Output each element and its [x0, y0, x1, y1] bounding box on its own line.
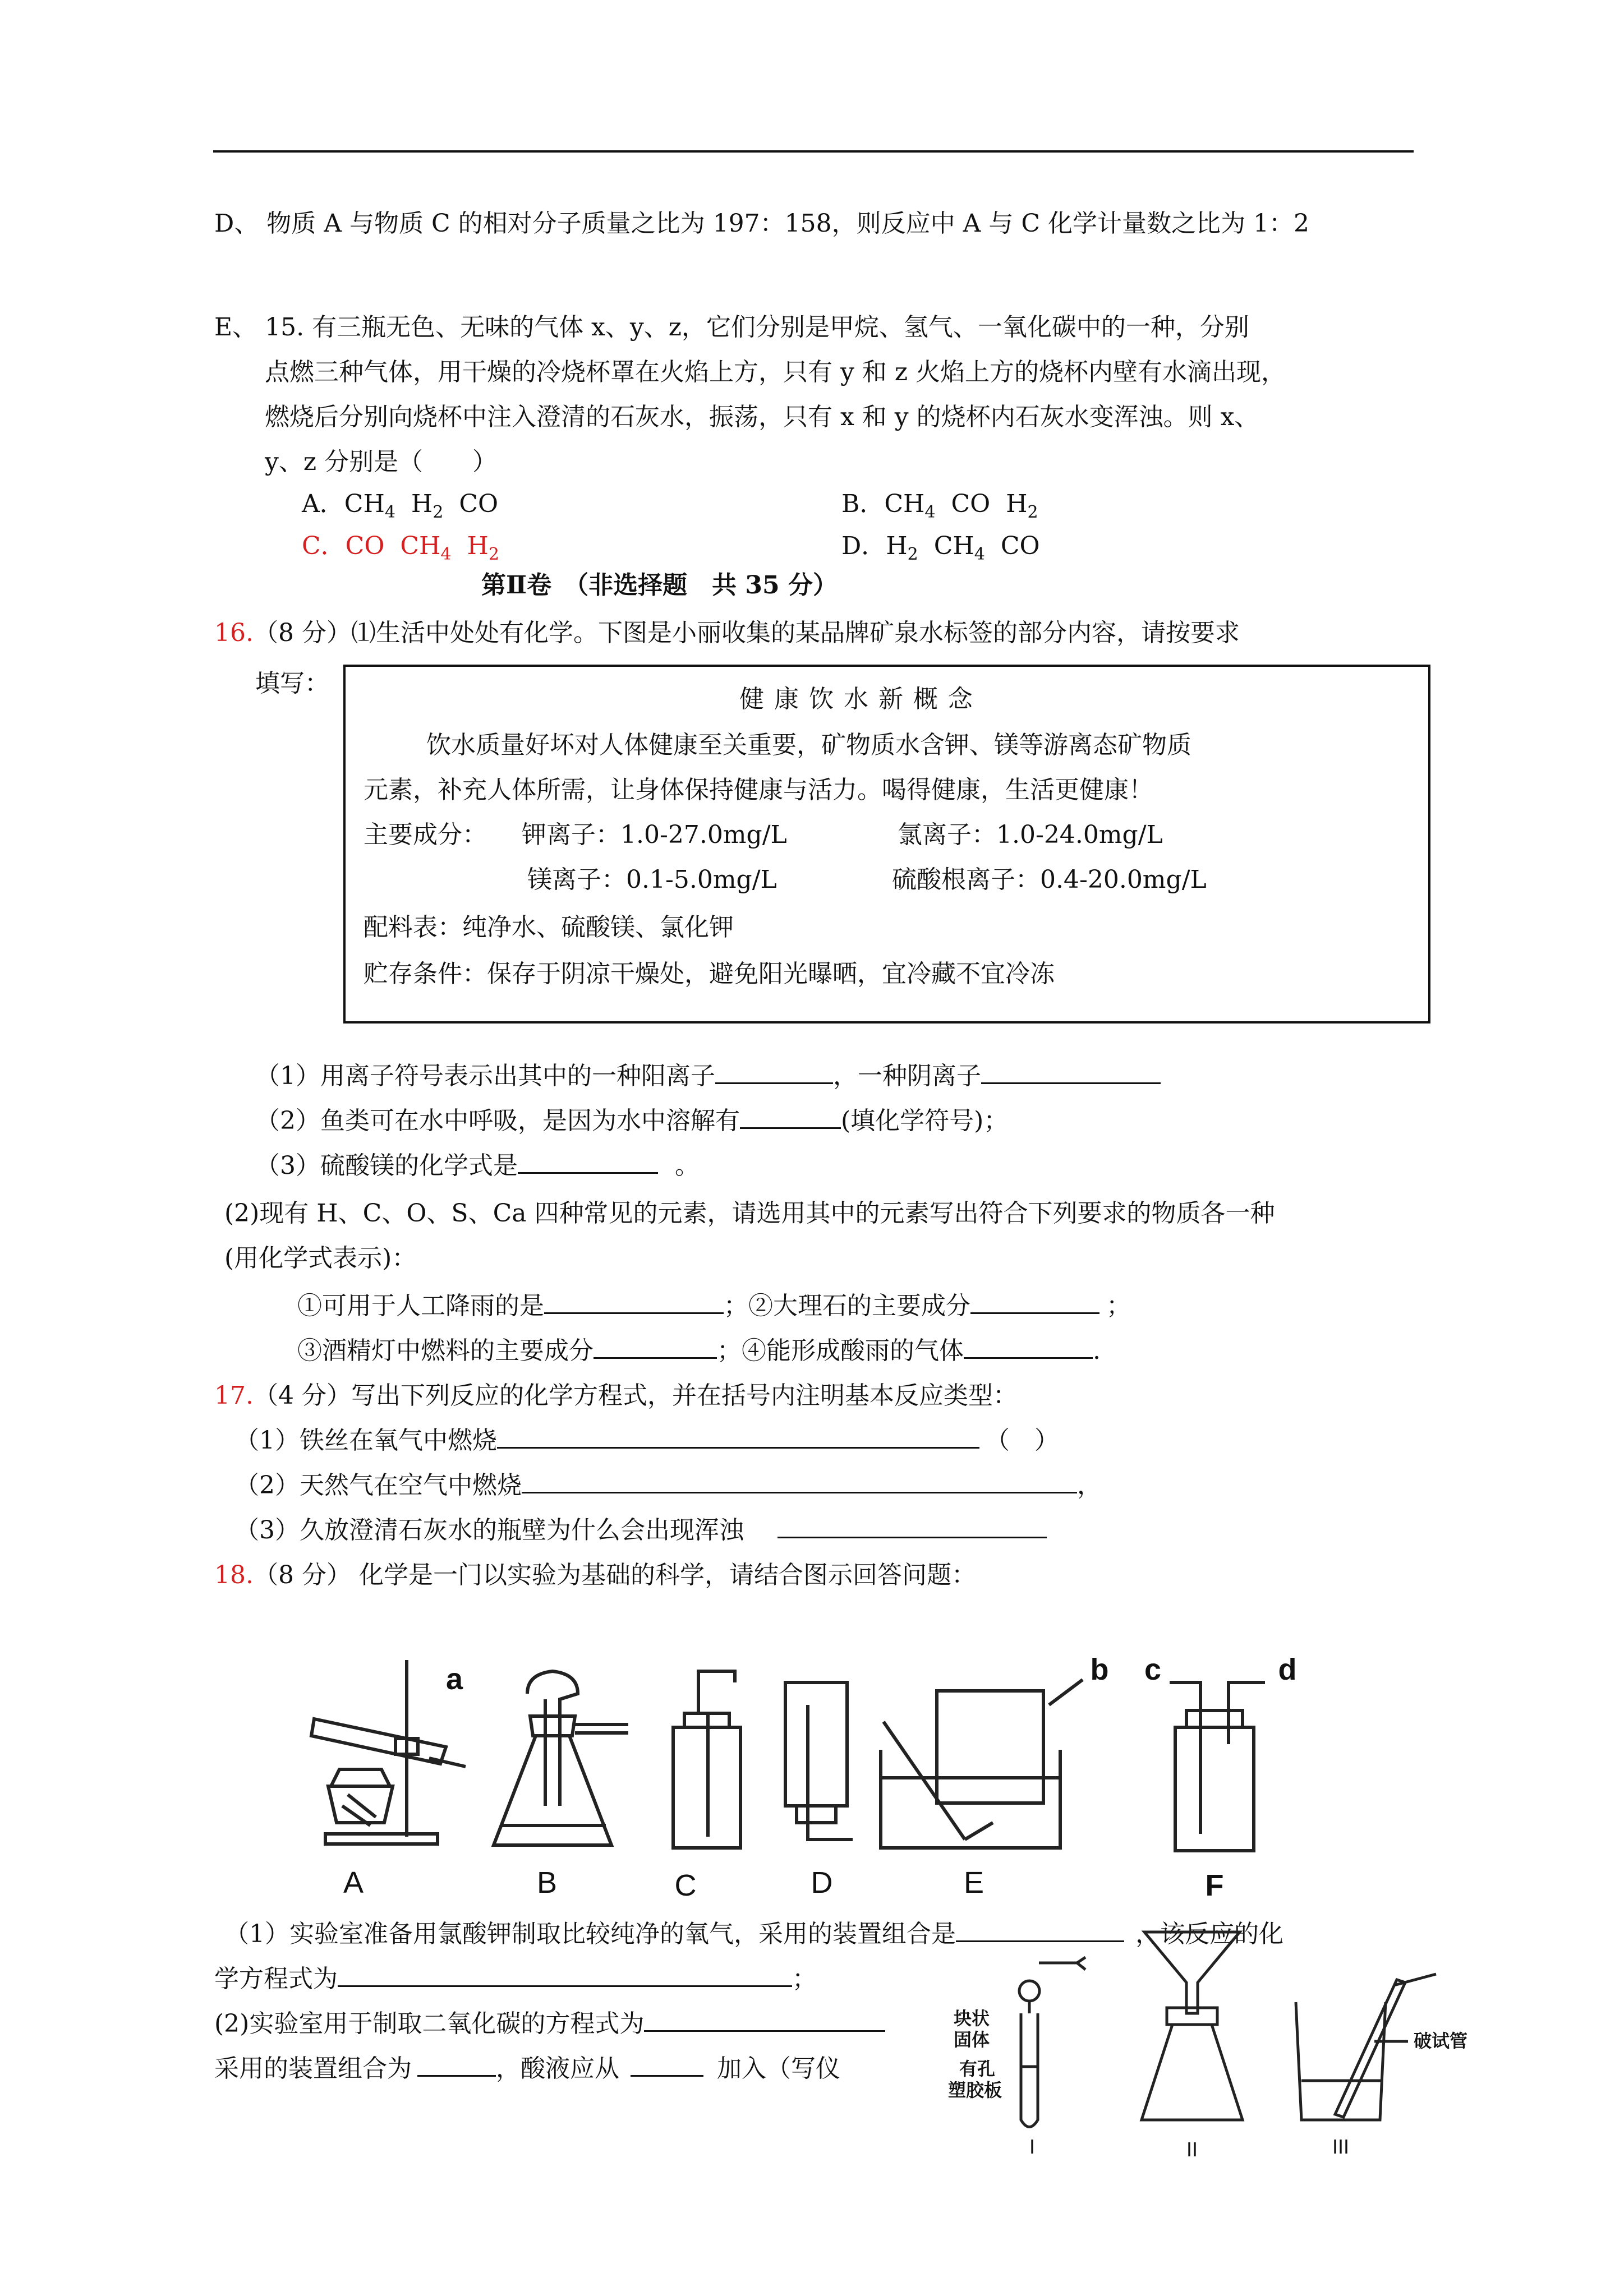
apparatus-label-c-lower: c: [1144, 1653, 1162, 1686]
apparatus-c-gas-bottle: [673, 1671, 740, 1848]
fig2-broken-tube-label: 破试管: [1414, 2031, 1468, 2051]
apparatus-label-c: C: [674, 1869, 697, 1902]
co2-apparatus-figure: [942, 1929, 1503, 2159]
apparatus-label-e: E: [963, 1866, 984, 1899]
apparatus-label-b: B: [536, 1866, 558, 1899]
lab-apparatus-figure: [292, 1638, 1313, 1907]
apparatus-f-gas-washing-bottle: [1170, 1682, 1265, 1851]
q18-number: 18.: [214, 1561, 254, 1589]
q15-line-2: 点燃三种气体，用干燥的冷烧杯罩在火焰上方，只有 y 和 z 火焰上方的烧杯内壁有水滴出现，: [265, 358, 1286, 386]
fig2-label-ii: II: [1186, 2138, 1198, 2159]
q18-sub-2-line-2: 采用的装置组合为 ，酸液应从 加入（写仪: [214, 2047, 840, 2091]
answer-blank[interactable]: [497, 1422, 979, 1449]
answer-blank[interactable]: [778, 1512, 1047, 1538]
q18-sub-1-line-2: 学方程式为 ；: [214, 1957, 817, 2001]
q15-option-c-answer: C．CO $CH_4$ $H_2$: [302, 532, 499, 564]
q17-sub-3: （3）久放澄清石灰水的瓶壁为什么会出现浑浊: [234, 1509, 1047, 1552]
q17-intro: 17.（4 分）写出下列反应的化学方程式，并在括号内注明基本反应类型：: [214, 1381, 1018, 1410]
q15-option-a: A．$CH_4$ $H_2$ CO: [302, 490, 499, 522]
answer-blank[interactable]: [518, 1147, 658, 1174]
apparatus-label-b-lower: b: [1090, 1653, 1109, 1686]
answer-blank[interactable]: [981, 1058, 1161, 1084]
q18-intro: 18.（8 分） 化学是一门以实验为基础的科学，请结合图示回答问题：: [214, 1561, 976, 1589]
apparatus-d-inverted-bottle: [785, 1682, 853, 1839]
answer-blank[interactable]: [417, 2050, 496, 2077]
fig2-plate-label: 塑胶板: [948, 2080, 1002, 2100]
q18-sub-1-line-1: （1）实验室准备用氯酸钾制取比较纯净的氧气，采用的装置组合是 ，该反应的化: [224, 1912, 1283, 1956]
answer-blank[interactable]: [338, 1961, 792, 1987]
label-para-1: 饮水质量好坏对人体健康至关重要，矿物质水含钾、镁等游离态矿物质: [426, 731, 1191, 759]
fig2-label-i: I: [1029, 2135, 1036, 2158]
apparatus-b-flask-funnel: [494, 1671, 628, 1845]
label-main-prefix: 主要成分：: [364, 820, 487, 849]
q16-part-2-line-1: (2)现有 H、C、O、S、Ca 四种常见的元素，请选用其中的元素写出符合下列要求的物质各一种: [224, 1199, 1275, 1228]
apparatus-ii-funnel-bottle: [1142, 1932, 1243, 2120]
q16-fill-label: 填写：: [255, 669, 329, 698]
q16-intro: 16.（8 分）⑴生活中处处有化学。下图是小丽收集的某品牌矿泉水标签的部分内容，请按要求: [214, 619, 1240, 647]
q15-option-b: B．$CH_4$ CO $H_2$: [841, 490, 1038, 522]
apparatus-label-d: D: [811, 1866, 833, 1899]
label-storage: 贮存条件：保存于阴凉干燥处，避免阳光曝晒，宜冷藏不宜冷冻: [364, 960, 1055, 988]
label-chloride: 氯离子：1.0-24.0mg/L: [898, 820, 1163, 849]
q17-number: 17.: [214, 1381, 254, 1410]
q15-option-d: D．$H_2$ $CH_4$ CO: [841, 532, 1040, 564]
q14-option-d: D、 物质 A 与物质 C 的相对分子质量之比为 197：158，则反应中 A 与 C 化学计量数之比为 1：2: [214, 209, 1309, 238]
header-rule: [213, 150, 1414, 153]
apparatus-e-water-trough: [881, 1680, 1083, 1848]
q15-line-1: E、 15. 有三瓶无色、无味的气体 x、y、z，它们分别是甲烷、氢气、一氧化碳中的一种，分别: [214, 313, 1249, 342]
q16-sub-2: （2）鱼类可在水中呼吸，是因为水中溶解有 (填化学符号)；: [255, 1099, 1008, 1143]
label-ingredients: 配料表：纯净水、硫酸镁、氯化钾: [364, 913, 734, 942]
q17-sub-2: （2）天然气在空气中燃烧 ，: [234, 1464, 1102, 1507]
q16-item-1-2: ①可用于人工降雨的是 ；②大理石的主要成分 ；: [297, 1284, 1131, 1328]
q15-line-4: y、z 分别是（ ）: [265, 448, 498, 476]
q16-part-2-line-2: (用化学式表示)：: [224, 1244, 417, 1273]
apparatus-i-test-tube: [1019, 1957, 1085, 2127]
q16-sub-3: （3）硫酸镁的化学式是 。: [255, 1144, 700, 1188]
label-sulfate: 硫酸根离子：0.4-20.0mg/L: [892, 865, 1207, 894]
apparatus-label-d-lower: d: [1278, 1653, 1297, 1686]
q16-number: 16.: [214, 619, 254, 647]
section-2-title: 第Ⅱ卷 （非选择题 共 35 分）: [481, 571, 838, 600]
q16-item-3-4: ③酒精灯中燃料的主要成分 ；④能形成酸雨的气体 .: [297, 1329, 1101, 1373]
q18-sub-2-line-1: (2)实验室用于制取二氧化碳的方程式为: [214, 2002, 885, 2046]
q16-sub-1: （1）用离子符号表示出其中的一种阳离子 ，一种阴离子: [255, 1054, 1161, 1098]
answer-blank[interactable]: [594, 1333, 717, 1359]
answer-blank[interactable]: [970, 1288, 1099, 1314]
fig2-hole-label: 有孔: [959, 2059, 996, 2079]
apparatus-label-a: A: [343, 1866, 364, 1899]
label-magnesium: 镁离子：0.1-5.0mg/L: [527, 865, 777, 894]
label-potassium: 钾离子：1.0-27.0mg/L: [522, 820, 787, 849]
q17-sub-1: （1）铁丝在氧气中燃烧 （ ）: [234, 1419, 1059, 1463]
label-para-2: 元素，补充人体所需，让身体保持健康与活力。喝得健康，生活更健康！: [364, 776, 1153, 804]
apparatus-a-heating-setup: [311, 1660, 466, 1844]
answer-blank[interactable]: [644, 2005, 885, 2032]
answer-blank[interactable]: [740, 1103, 841, 1129]
apparatus-label-a-lower: a: [445, 1662, 463, 1696]
q15-line-3: 燃烧后分别向烧杯中注入澄清的石灰水，振荡，只有 x 和 y 的烧杯内石灰水变浑浊。则 x、: [265, 403, 1259, 431]
fig2-block-label: 块状: [954, 2008, 990, 2028]
answer-blank[interactable]: [522, 1467, 1077, 1493]
fig2-solid-label: 固体: [954, 2030, 990, 2050]
apparatus-label-f: F: [1205, 1869, 1224, 1902]
answer-blank[interactable]: [715, 1058, 833, 1084]
fig2-label-iii: III: [1332, 2135, 1350, 2158]
answer-blank[interactable]: [964, 1333, 1093, 1359]
label-title: 健 康 饮 水 新 概 念: [739, 685, 974, 713]
answer-blank[interactable]: [631, 2050, 703, 2077]
answer-blank[interactable]: [544, 1288, 724, 1314]
